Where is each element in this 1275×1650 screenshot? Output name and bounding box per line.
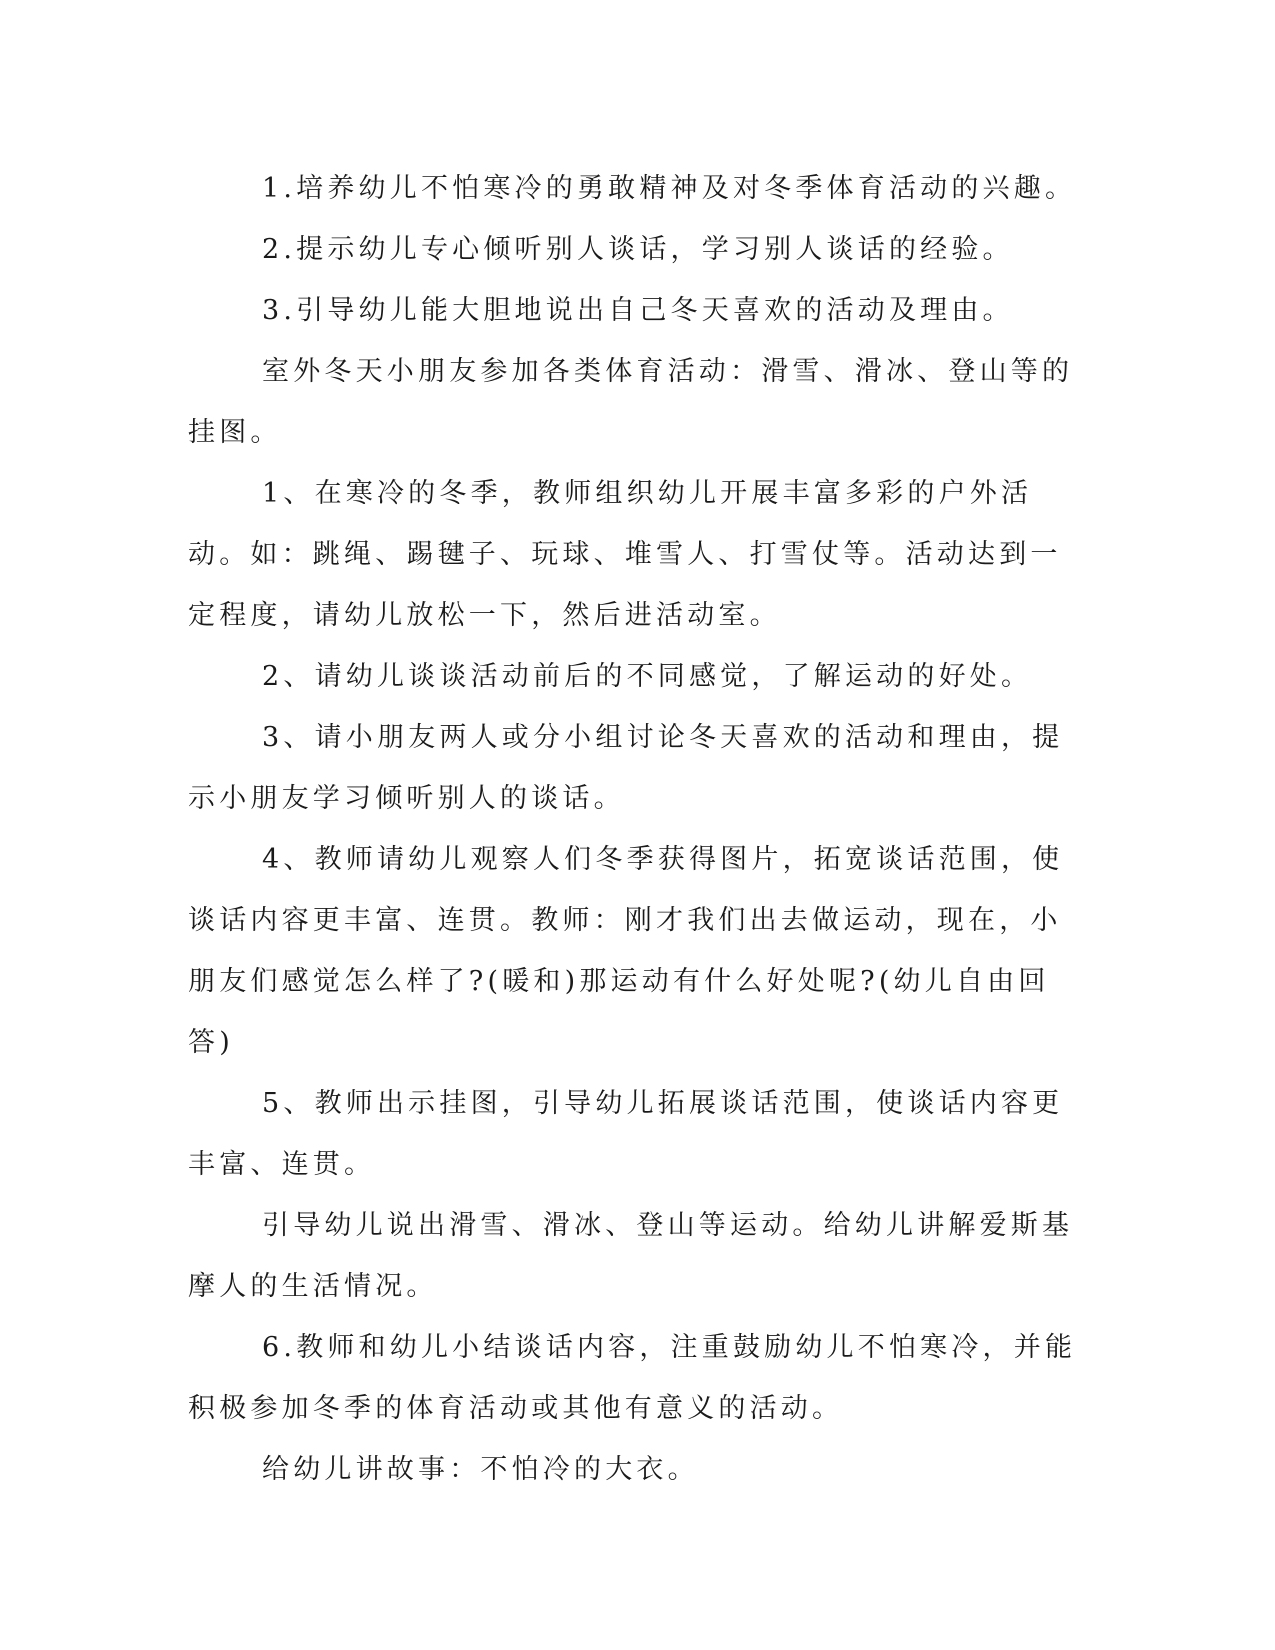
step-3-paragraph: 3、请小朋友两人或分小组讨论冬天喜欢的活动和理由，提示小朋友学习倾听别人的谈话。 xyxy=(188,722,1064,814)
step-5-paragraph: 5、教师出示挂图，引导幼儿拓展谈话范围，使谈话内容更丰富、连贯。 xyxy=(188,1088,1064,1180)
step-2-paragraph: 2、请幼儿谈谈活动前后的不同感觉，了解运动的好处。 xyxy=(262,661,1033,692)
step-6-paragraph: 6.教师和幼儿小结谈话内容，注重鼓励幼儿不怕寒冷，并能积极参加冬季的体育活动或其他有意义的活动。 xyxy=(188,1332,1077,1424)
objective-2-paragraph: 2.提示幼儿专心倾听别人谈话，学习别人谈话的经验。 xyxy=(262,234,1014,265)
materials-paragraph: 室外冬天小朋友参加各类体育活动：滑雪、滑冰、登山等的挂图。 xyxy=(188,356,1074,448)
step-4-paragraph: 4、教师请幼儿观察人们冬季获得图片，拓宽谈话范围，使谈话内容更丰富、连贯。教师：刚才我们出去做运动，现在，小朋友们感觉怎么样了?(暖和)那运动有什么好处呢?(幼儿自由回答) xyxy=(188,844,1064,1058)
step-5-note-paragraph: 引导幼儿说出滑雪、滑冰、登山等运动。给幼儿讲解爱斯基摩人的生活情况。 xyxy=(188,1210,1074,1302)
document-body xyxy=(188,158,1086,1500)
objective-1-paragraph: 1.培养幼儿不怕寒冷的勇敢精神及对冬季体育活动的兴趣。 xyxy=(262,173,1077,204)
objective-3-paragraph: 3.引导幼儿能大胆地说出自己冬天喜欢的活动及理由。 xyxy=(262,295,1014,326)
extension-paragraph: 给幼儿讲故事：不怕冷的大衣。 xyxy=(262,1454,699,1485)
step-1-paragraph: 1、在寒冷的冬季，教师组织幼儿开展丰富多彩的户外活动。如：跳绳、踢毽子、玩球、堆雪人、打雪仗等。活动达到一定程度，请幼儿放松一下，然后进活动室。 xyxy=(188,478,1062,631)
